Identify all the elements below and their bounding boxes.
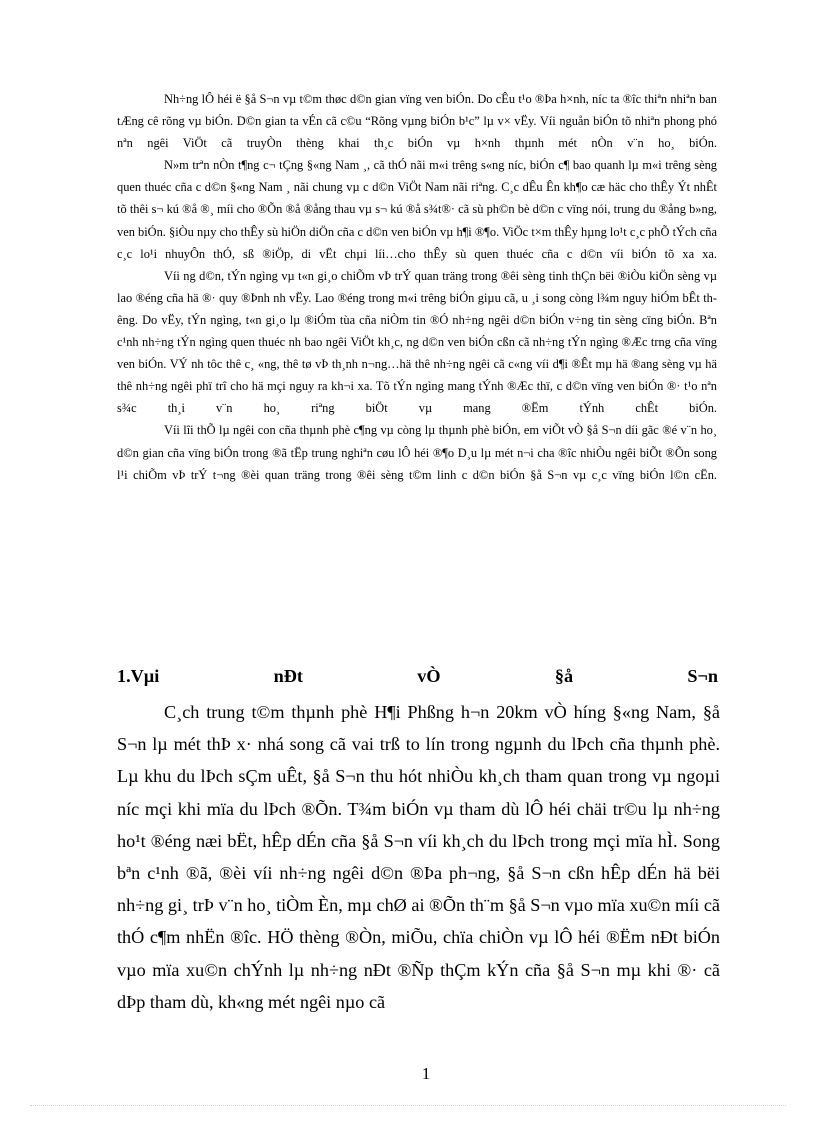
body-paragraph: C¸ch trung t©m thµnh phè H¶i Phßng h¬n 20km vÒ híng §«ng Nam, §å S¬n lµ mét thÞ x· nhá song cã vai trß to lín trong ngµnh du lÞch cña thµnh phè. Lµ khu du lÞch sÇm uÊt, §å S¬n thu hót nhiÒu kh¸ch tham quan trong vµ ngoµi níc mçi khi mïa du lÞch ®Õn. T¾m biÓn vµ tham dù lÔ héi chäi tr©u lµ nh÷ng ho¹t ®éng næi bËt, hÊp dÉn cña §å S¬n víi kh¸ch du lÞch trong mçi mïa hÌ. Song bªn c¹nh ®ã, ®èi víi nh÷ng ngêi d©n ®Þa ph¬ng, §å S¬n cßn hÊp dÉn hä bëi nh÷ng gi¸ trÞ v¨n ho¸ tiÒm Èn, mµ chØ ai ®Õn th¨m §å S¬n vµo mïa xu©n míi cã thÓ c¶m nhËn ®îc. HÖ thèng ®Òn, miÕu, chïa chiÒn vµ lÔ héi ®Ëm nÐt biÓn vµo mïa xu©n chÝnh lµ nh÷ng nÐt ®Ñp thÇm kÝn cña §å S¬n mµ khi ®· cã dÞp tham dù, kh«ng mét ngêi nµo cã bbox=[117, 702, 720, 1012]
introduction-section bbox=[117, 88, 717, 486]
intro-paragraph: Víi lîi thÕ lµ ngêi con cña thµnh phè c¶ng vµ còng lµ thµnh phè biÓn, em viÕt vÒ §å S¬n díi gãc ®é v¨n ho¸ d©n gian cña vïng biÓn trong ®ã tËp trung nghiªn cøu lÔ héi ®¶o D¸u lµ mét n¬i cha ®îc nhiÒu ngêi biÕt ®Õn song l¹i chiÕm vÞ trÝ t¬ng ®èi quan träng trong ®êi sèng t©m linh c d©n biÓn §å S¬n vµ c¸c vïng biÓn l©n cËn. bbox=[117, 423, 717, 482]
section-body bbox=[117, 696, 720, 1018]
intro-paragraph: Víi ng d©n, tÝn ngìng vµ t«n gi¸o chiÕm vÞ trÝ quan träng trong ®êi sèng tinh thÇn bëi ®iÒu kiÖn sèng vµ lao ®éng cña hä ®· quy ®Þnh nh vËy. Lao ®éng trong m«i trêng biÓn giµu cã, u ¸i song còng l¾m nguy hiÓm bÊt thêng. Do vËy, tÝn ngìng, t«n gi¸o lµ ®iÓm tùa cña niÒm tin ®Ó nh÷ng ngêi d©n biÓn v÷ng tin sèng cïng biÓn. Bªn c¹nh nh÷ng tÝn ngìng quen thuéc nh bao ngêi ViÖt kh¸c, ng d©n ven biÓn cßn cã nh÷ng tÝn ngìng ®Æc trng cña vïng ven biÓn. VÝ nh tôc thê c¸ «ng, thê tø vÞ th¸nh n¬ng…hä thê nh÷ng ngêi cã c«ng víi d¶i ®Êt mµ hä ®ang sèng vµ hä thê nh÷ng ngêi phï trî cho hä mçi nguy ra kh¬i xa. Tõ tÝn ngìng mang tÝnh ®Æc thï, c d©n vïng ven biÓn ®· t¹o nªn s¾c th¸i v¨n ho¸ riªng biÖt vµ mang ®Ëm tÝnh chÊt biÓn. bbox=[117, 268, 717, 416]
section-heading: 1.Vµi nÐt vÒ §å S¬n bbox=[117, 666, 718, 686]
page-number: 1 bbox=[421, 1064, 431, 1083]
page-bottom-divider bbox=[30, 1105, 786, 1106]
intro-paragraph: N»m trªn nÒn t¶ng c¬ tÇng §«ng Nam ¸, cã thÓ nãi m«i trêng s«ng níc, biÓn c¶ bao quanh lµ m«i trêng sèng quen thuéc cña c d©n §«ng Nam ¸ nãi chung vµ c d©n ViÖt Nam nãi riªng. C¸c dÊu Ên kh¶o cæ häc cho thÊy Ýt nhÊt tõ thêi s¬ kú ®å ®¸ míi cho ®Õn ®å ®ång thau vµ s¬ kú ®å s¾t®· cã sù ph©n bè d©n c vïng nói, trung du ®ång b»ng, ven biÓn. §iÒu nµy cho thÊy sù hiÖn diÖn cña c d©n ven biÓn vµ h¶i ®¶o. ViÖc t×m thÊy hµng lo¹t c¸c phÕ tÝch cña c¸c lo¹i nhuyÔn thÓ, sß ®iÖp, di vËt chµi líi…cho thÊy sù quen thuéc cña c d©n víi biÓn tõ xa xa. bbox=[117, 158, 717, 261]
intro-paragraph: Nh÷ng lÔ héi ë §å S¬n vµ t©m thøc d©n gian vïng ven biÓn. Do cÊu t¹o ®Þa h×nh, níc ta ®îc thiªn nhiªn ban tÆng cê rõng vµ biÓn. D©n gian ta vÉn cã c©u “Rõng vµng biÓn b¹c” lµ v× vËy. Víi nguån biÓn tõ nhiªn phong phó nªn ngêi ViÖt cã truyÒn thèng khai th¸c biÓn vµ h×nh thµnh mét nÒn v¨n ho¸ biÓn. bbox=[117, 92, 717, 151]
